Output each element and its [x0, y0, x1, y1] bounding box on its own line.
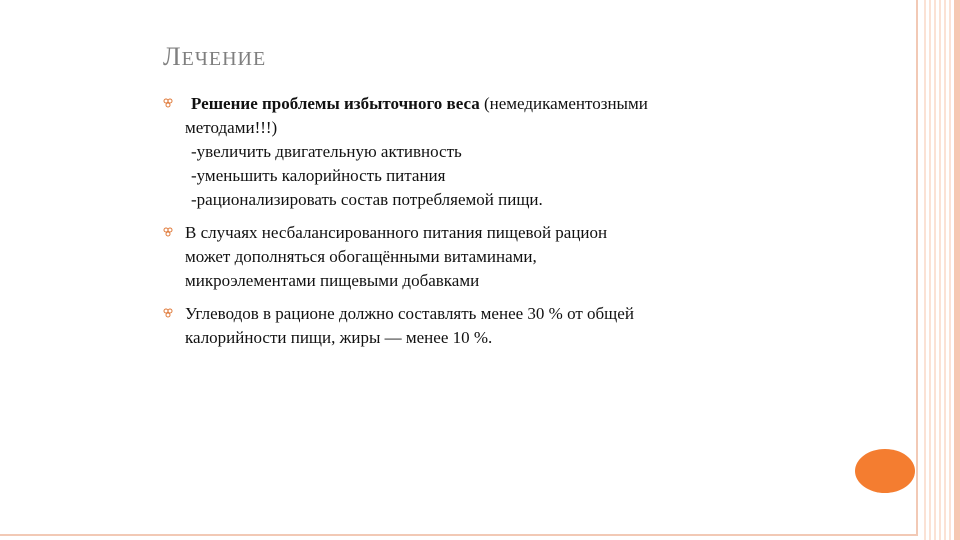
bullet-list [163, 92, 763, 359]
bullet-2-line-3: микроэлементами пищевыми добавками [185, 271, 480, 290]
bullet-2-line-2: может дополняться обогащёнными витаминами, [185, 247, 537, 266]
decorative-edge [954, 0, 960, 540]
bullet-item-2 [163, 221, 763, 293]
bullet-item-1 [163, 92, 763, 212]
bullet-1-line-3: -увеличить двигательную активность [191, 142, 462, 161]
bullet-2-line-1: В случаях несбалансированного питания пищевой рацион [185, 223, 608, 242]
bullet-1-rest: (немедикаментозными [479, 94, 648, 113]
bullet-1-line-5: -рационализировать состав потребляемой пищи. [191, 190, 543, 209]
bullet-item-3 [163, 302, 763, 350]
bullet-1-line-4: -уменьшить калорийность питания [191, 166, 446, 185]
orange-circle-decoration [855, 449, 915, 493]
bullet-1-line-1 [185, 92, 763, 116]
shamrock-bullet-icon [163, 227, 173, 237]
bullet-3-line-1: Углеводов в рационе должно составлять менее 30 % от общей [185, 304, 634, 323]
shamrock-bullet-icon [163, 98, 173, 108]
title-first-letter: Л [163, 42, 182, 71]
shamrock-bullet-icon [163, 308, 173, 318]
bullet-1-bold: Решение проблемы избыточного веса [191, 94, 480, 113]
bullet-3-line-2: калорийности пищи, жиры — менее 10 %. [185, 328, 493, 347]
title-rest: ЕЧЕНИЕ [181, 48, 267, 70]
slide-title [163, 42, 266, 72]
bullet-1-line-2: методами!!!) [185, 118, 278, 137]
